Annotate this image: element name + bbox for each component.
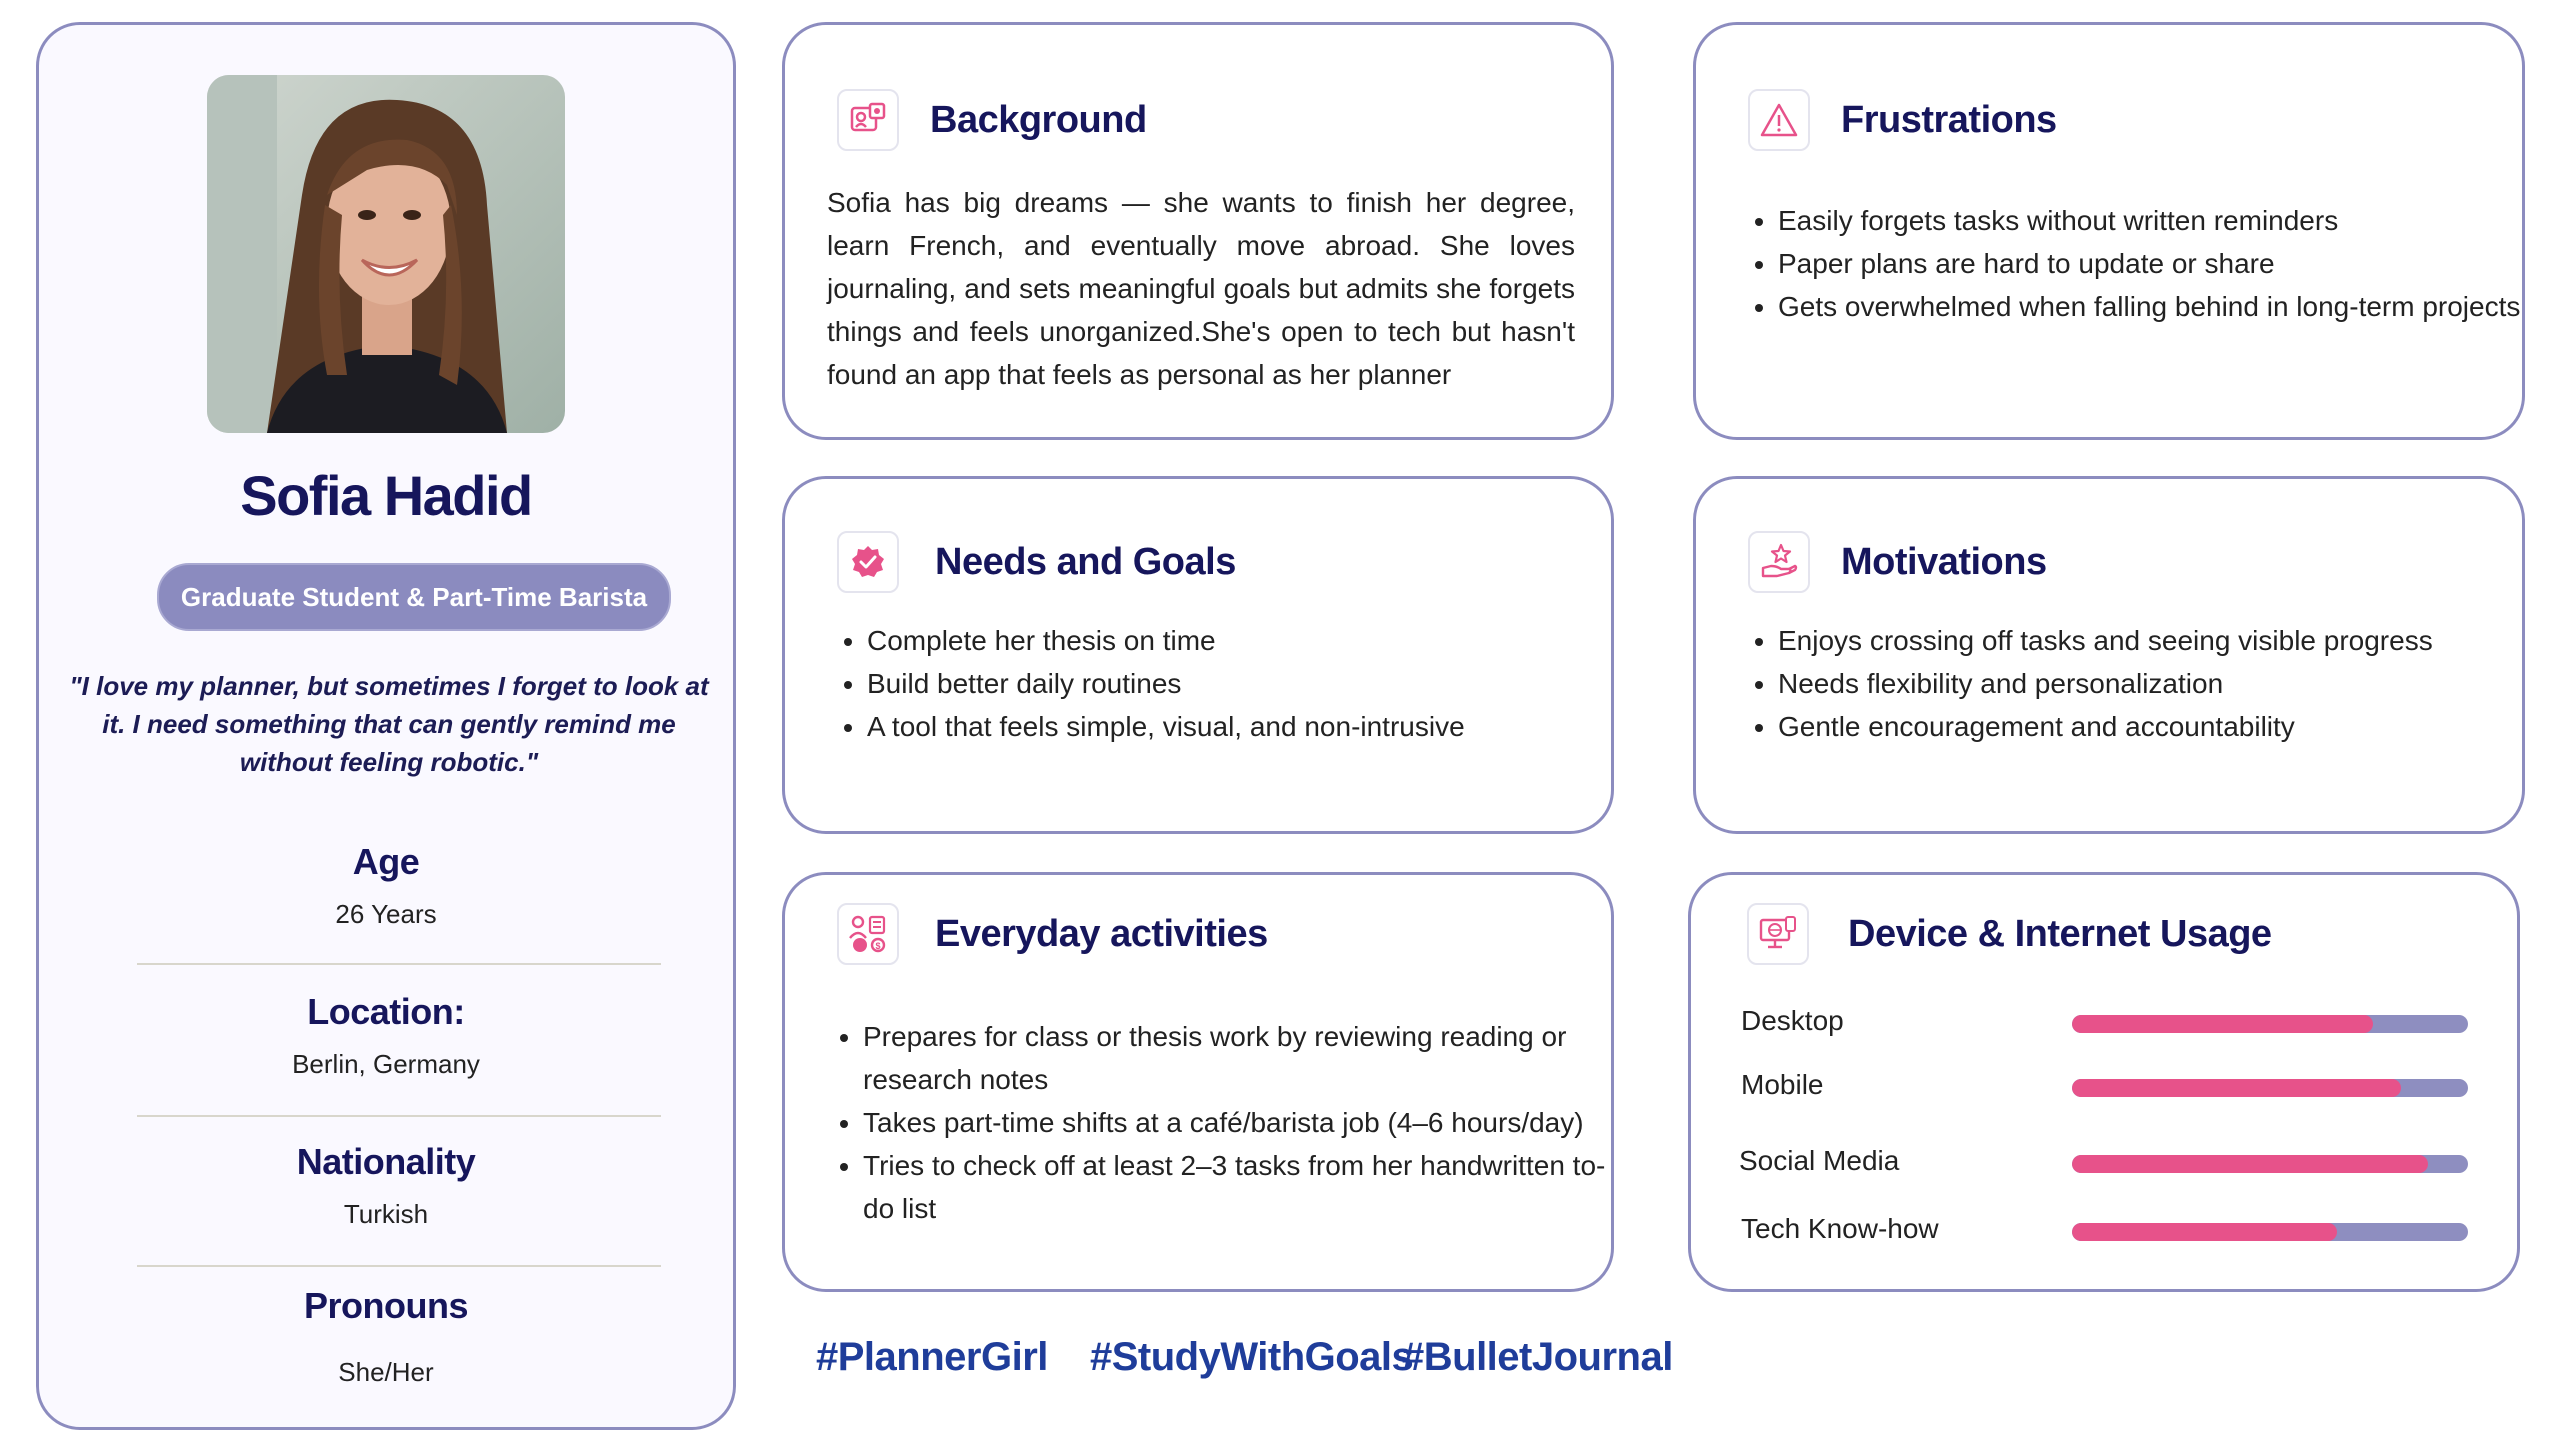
- fact-nationality-value: Turkish: [343, 1199, 429, 1229]
- usage-bar-track: [2072, 1079, 2468, 1097]
- everyday-activities-card: [782, 872, 1614, 1292]
- divider: [137, 1265, 661, 1267]
- hashtag: #BulletJournal: [1402, 1335, 1673, 1379]
- needs-goals-title: Needs and Goals: [935, 541, 1236, 583]
- hand-star-icon: [1748, 531, 1810, 593]
- needs-goals-card: [782, 476, 1614, 834]
- fact-age-value: 26 Years: [335, 899, 437, 929]
- profile-photo: [207, 75, 565, 433]
- usage-label: Social Media: [1739, 1145, 1900, 1176]
- needs-goals-list: [837, 619, 1627, 748]
- motivations-card: [1693, 476, 2525, 834]
- background-card: [782, 22, 1614, 440]
- motivations-title: Motivations: [1841, 541, 2047, 583]
- fact-nationality-label: Nationality: [296, 1141, 476, 1182]
- divider: [137, 963, 661, 965]
- profile-card: [36, 22, 736, 1430]
- frustrations-title: Frustrations: [1841, 99, 2057, 141]
- usage-bar-track: [2072, 1223, 2468, 1241]
- fact-location: [39, 991, 733, 1080]
- usage-bar-fill: [2072, 1223, 2337, 1241]
- usage-label: Mobile: [1741, 1069, 1824, 1100]
- everyday-activities-list: [833, 1015, 1611, 1230]
- fact-location-label: Location:: [307, 991, 465, 1032]
- computer-globe-icon: [1747, 903, 1809, 965]
- fact-pronouns-value: She/Her: [338, 1357, 434, 1387]
- list-item: • Easily forgets tasks without written reminders: [1778, 199, 2538, 242]
- persona-name: Sofia Hadid: [240, 464, 532, 527]
- list-item: • Takes part-time shifts at a café/barista job (4–6 hours/day): [863, 1101, 1611, 1144]
- fact-age: [39, 841, 733, 930]
- hashtag: #PlannerGirl: [816, 1335, 1048, 1379]
- fact-age-label: Age: [352, 841, 420, 882]
- usage-bar-track: [2072, 1015, 2468, 1033]
- usage-label: Tech Know-how: [1741, 1213, 1939, 1244]
- list-item: • Prepares for class or thesis work by reviewing reading or research notes: [863, 1015, 1611, 1101]
- id-card-icon: [837, 89, 899, 151]
- usage-label: Desktop: [1741, 1005, 1844, 1036]
- verified-badge-icon: [837, 531, 899, 593]
- usage-bar-track: [2072, 1155, 2468, 1173]
- warning-triangle-icon: [1748, 89, 1810, 151]
- svg-text:$: $: [875, 941, 881, 951]
- persona-quote: "I love my planner, but sometimes I forget to look at it. I need something that can gently remind me without feeling robotic.": [69, 671, 709, 777]
- everyday-activities-title: Everyday activities: [935, 913, 1268, 955]
- fact-pronouns: [39, 1285, 733, 1388]
- list-item: • A tool that feels simple, visual, and non-intrusive: [867, 705, 1627, 748]
- role-badge: Graduate Student & Part-Time Barista: [157, 563, 671, 631]
- frustrations-card: [1693, 22, 2525, 440]
- profile-photo-image: [207, 75, 565, 433]
- list-item: • Gentle encouragement and accountability: [1778, 705, 2538, 748]
- fact-pronouns-label: Pronouns: [304, 1285, 468, 1326]
- usage-bar-fill: [2072, 1015, 2373, 1033]
- divider: [137, 1115, 661, 1117]
- device-usage-card: [1688, 872, 2520, 1292]
- background-title: Background: [930, 99, 1147, 141]
- usage-bar-fill: [2072, 1079, 2401, 1097]
- list-item: • Build better daily routines: [867, 662, 1627, 705]
- person-tasks-icon: [837, 903, 899, 965]
- list-item: • Paper plans are hard to update or share: [1778, 242, 2538, 285]
- list-item: • Needs flexibility and personalization: [1778, 662, 2538, 705]
- list-item: • Gets overwhelmed when falling behind in long-term projects: [1778, 285, 2538, 328]
- list-item: • Enjoys crossing off tasks and seeing visible progress: [1778, 619, 2538, 662]
- usage-bar-fill: [2072, 1155, 2428, 1173]
- device-usage-title: Device & Internet Usage: [1848, 913, 2272, 955]
- motivations-list: [1748, 619, 2538, 748]
- frustrations-list: [1748, 199, 2538, 328]
- hashtag: #StudyWithGoals: [1090, 1335, 1414, 1379]
- fact-nationality: [39, 1141, 733, 1230]
- list-item: • Complete her thesis on time: [867, 619, 1627, 662]
- background-text: Sofia has big dreams — she wants to finish her degree, learn French, and eventually move abroad. She loves journaling, and sets meaningful goals but admits she forgets things and feels unorganized.She's open to tech but hasn't found an app that feels as personal as her planner: [827, 187, 1575, 390]
- fact-location-value: Berlin, Germany: [292, 1049, 480, 1079]
- list-item: • Tries to check off at least 2–3 tasks from her handwritten to-do list: [863, 1144, 1611, 1230]
